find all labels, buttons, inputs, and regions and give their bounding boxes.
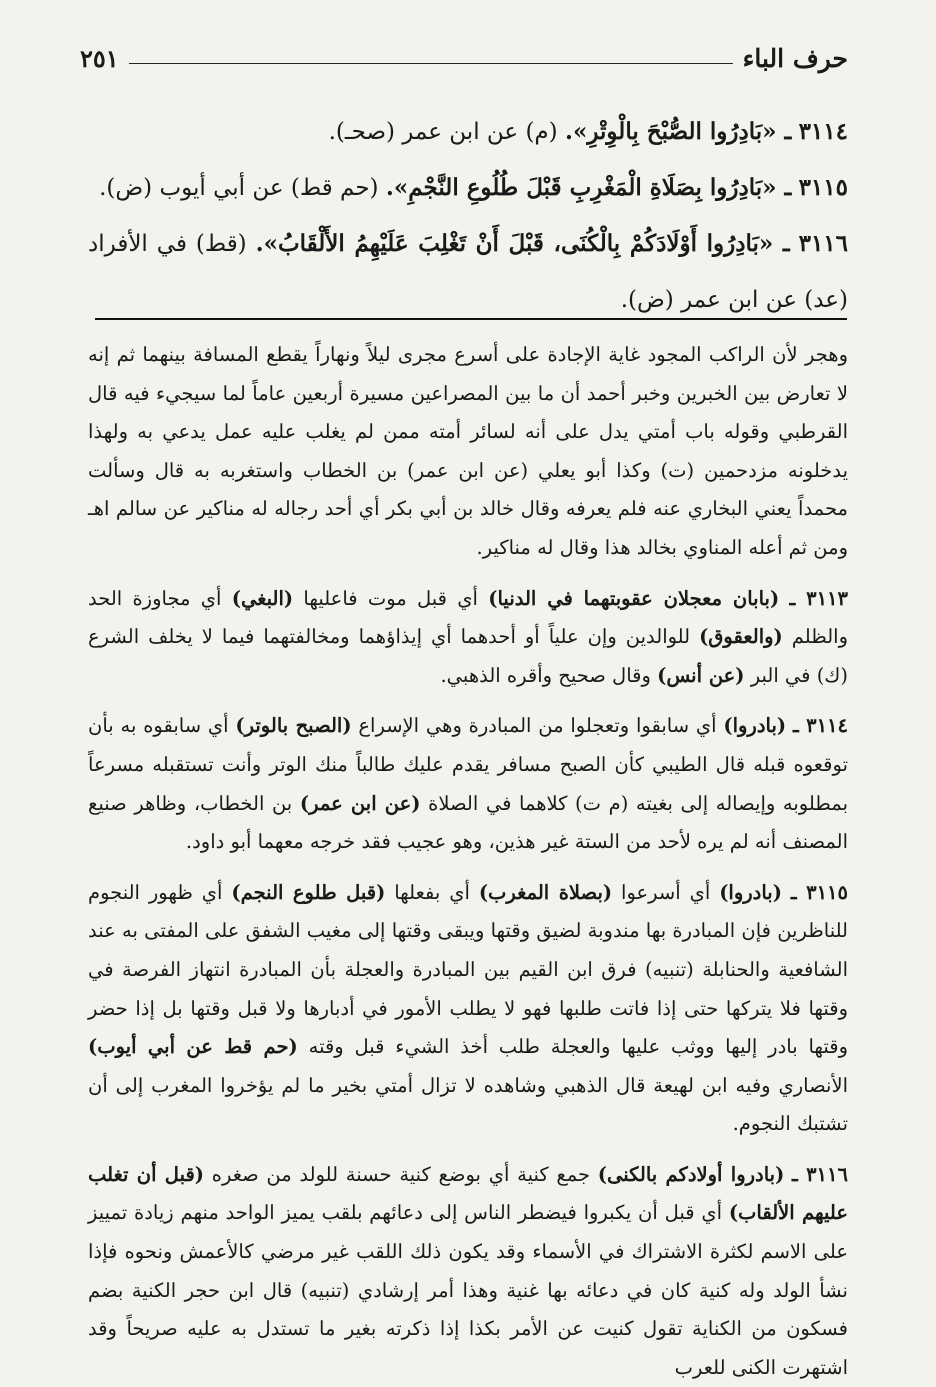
entry-number: ٣١١٤ ـ	[792, 714, 848, 738]
footnote-divider	[95, 318, 847, 320]
bold-phrase: (قبل أن تغلب عليهم الألقاب)	[88, 1162, 849, 1225]
hadith-text: «بَادِرُوا بِصَلَاةِ الْمَغْرِبِ قَبْلَ طُلُوعِ النَّجْمِ».	[385, 174, 777, 201]
bold-phrase: (بادروا)	[719, 880, 782, 904]
hadith-source: (حم قط) عن أبي أيوب (ض).	[99, 175, 379, 201]
bold-phrase: (قبل طلوع النجم)	[231, 880, 386, 904]
hadith-entry: ٣١١٥ ـ «بَادِرُوا بِصَلَاةِ الْمَغْرِبِ قَبْلَ طُلُوعِ النَّجْمِ». (حم قط) عن أبي أيوب (ض).	[99, 174, 848, 201]
commentary-text: أي أسرعوا	[612, 880, 720, 904]
header-rule	[129, 63, 733, 64]
commentary-text: أي قبل موت فاعليها	[293, 586, 489, 610]
commentary	[88, 336, 848, 1387]
bold-phrase: (بادروا)	[723, 714, 787, 738]
page-header	[80, 38, 848, 78]
hadith-number: ٣١١٦	[798, 230, 849, 257]
commentary-text: أي ظهور النجوم للناظرين فإن المبادرة بها مندوبة لضيق وقتها ويبقى وقتها إلى مغيب الشفق على المفتى به عند الشافعية والحنابلة (تنبيه) فرق ابن القيم بين المبادرة والعجلة بأن المبادرة انتهاز الفرصة في وقتها فلا يتركها حتى إذا فاتت طلبها فهو لا يطلب الأمور في أدبارها ولا قبل وقتها بل إذا حضر وقتها بادر إليها ووثب عليها والعجلة طلب أخذ الشيء قبل وقته	[88, 880, 848, 1059]
page-number: ٢٥١	[80, 43, 119, 73]
commentary-text: أي قبل أن يكبروا فيضطر الناس إلى دعائهم بلقب يميز الواحد منهم زيادة تمييز على الاسم لكثرة الاشتراك في الأسماء وقد يكون ذلك اللقب غير مرضي كالأعمش ونحوه فإذا نشأ الولد وله كنية كان في دعائه بها غنية وهذا أمر إرشادي (تنبيه) قال ابن حجر الكنية بضم فسكون من الكناية تقول كنيت عن الأمر بكذا إذا ذكرته بغير ما تستدل به عليه صريحاً وقد اشتهرت الكنى للعرب	[88, 1201, 848, 1379]
bold-phrase: (حم قط عن أبي أيوب)	[88, 1035, 298, 1059]
running-title: حرف الباء	[742, 43, 848, 73]
entry-number: ٣١١٥ ـ	[790, 880, 848, 904]
commentary-3113	[88, 580, 848, 696]
entry-number: ٣١١٣ ـ	[789, 586, 848, 610]
commentary-3115	[88, 874, 848, 1144]
hadith-source: (م) عن ابن عمر (صحـ).	[328, 119, 558, 145]
commentary-intro: وهجر لأن الراكب المجود غاية الإجادة على أسرع مجرى ليلاً ونهاراً يقطع المسافة بينهما ثم إنه لا تعارض بين الخبرين وخبر أحمد أن ما بين المصراعين مسيرة أربعين عاماً لما سيجيء فيه قال القرطبي وقوله باب أمتي يدل على أنه لسائر أمته ممن لم يغلب عليه عمل يدعي به ولهذا يدخلونه مزدحمين (ت) وكذا أبو يعلي (عن ابن عمر) بن الخطاب واستغربه به قال وسألت محمداً يعني البخاري عنه فلم يعرفه وقال خالد بن أبي بكر أي أحد رجاله له مناكير عن سالم اهـ ومن ثم أعله المناوي بخالد هذا وقال له مناكير.	[88, 343, 848, 559]
bold-phrase: (الصبح بالوتر)	[235, 714, 352, 738]
commentary-text: أي سابقوه به بأن توقعوه قبله قال الطيبي كأن الصبح مسافر يقدم عليك طالباً منك الوتر وأنت تستقبله مسرعاً بمطلوبه وإيصاله إلى بغيته (م ت) كلاهما في الصلاة	[88, 714, 848, 815]
hadith-entry: ٣١١٤ ـ «بَادِرُوا الصُّبْحَ بِالْوِتْرِ». (م) عن ابن عمر (صحـ).	[328, 118, 848, 145]
commentary-text: بن الخطاب، وظاهر صنيع المصنف أنه لم يره لأحد من الستة غير هذين، وهو عجيب فقد خرجه معهما أبو داود.	[88, 791, 848, 854]
bold-phrase: (بابان معجلان عقوبتهما في الدنيا)	[488, 586, 780, 610]
commentary-3114	[88, 707, 848, 861]
commentary-text: أي مجاوزة الحد والظلم	[88, 586, 848, 649]
commentary-text: للوالدين وإن علياً أو أحدهما أي إيذاؤهما ومخالفتهما فيما لا يخلف الشرع (ك) في البر	[88, 625, 848, 687]
hadith-text: «بَادِرُوا الصُّبْحَ بِالْوِتْرِ».	[564, 118, 777, 145]
commentary-text: جمع كنية أي بوضع كنية حسنة للولد من صغره	[204, 1162, 598, 1186]
hadith-list	[88, 104, 848, 328]
hadith-text: «بَادِرُوا أَوْلَادَكُمْ بِالْكُنَى، قَبْلَ أَنْ تَغْلِبَ عَلَيْهِمُ الأَلْقَابُ».	[255, 230, 774, 257]
hadith-entry: ٣١١٦ ـ «بَادِرُوا أَوْلَادَكُمْ بِالْكُنَى، قَبْلَ أَنْ تَغْلِبَ عَلَيْهِمُ الأَلْقَابُ». (قط) في الأفراد (عد) عن ابن عمر (ض).	[88, 230, 849, 313]
hadith-number: ٣١١٤	[798, 118, 848, 145]
commentary-3116	[88, 1156, 848, 1387]
bold-phrase: (بصلاة المغرب)	[478, 880, 613, 904]
commentary-text: وقال صحيح وأقره الذهبي.	[440, 663, 658, 687]
bold-phrase: (عن أنس)	[657, 663, 745, 687]
bold-phrase: (عن ابن عمر)	[299, 791, 421, 815]
bold-phrase: (البغي)	[231, 586, 294, 610]
hadith-number: ٣١١٥	[798, 174, 848, 201]
commentary-text: أي سابقوا وتعجلوا من المبادرة وهي الإسراع	[351, 714, 724, 738]
entry-number: ٣١١٦ ـ	[792, 1162, 848, 1186]
hadith-source: (قط) في الأفراد (عد) عن ابن عمر (ض).	[88, 231, 848, 313]
bold-phrase: (بادروا أولادكم بالكنى)	[597, 1162, 785, 1186]
bold-phrase: (والعقوق)	[699, 625, 783, 649]
commentary-text: الأنصاري وفيه ابن لهيعة قال الذهبي وشاهده لا تزال أمتي بخير ما لم يؤخروا المغرب إلى أن تشتبك النجوم.	[88, 1073, 848, 1136]
commentary-text: أي بفعلها	[385, 880, 479, 904]
